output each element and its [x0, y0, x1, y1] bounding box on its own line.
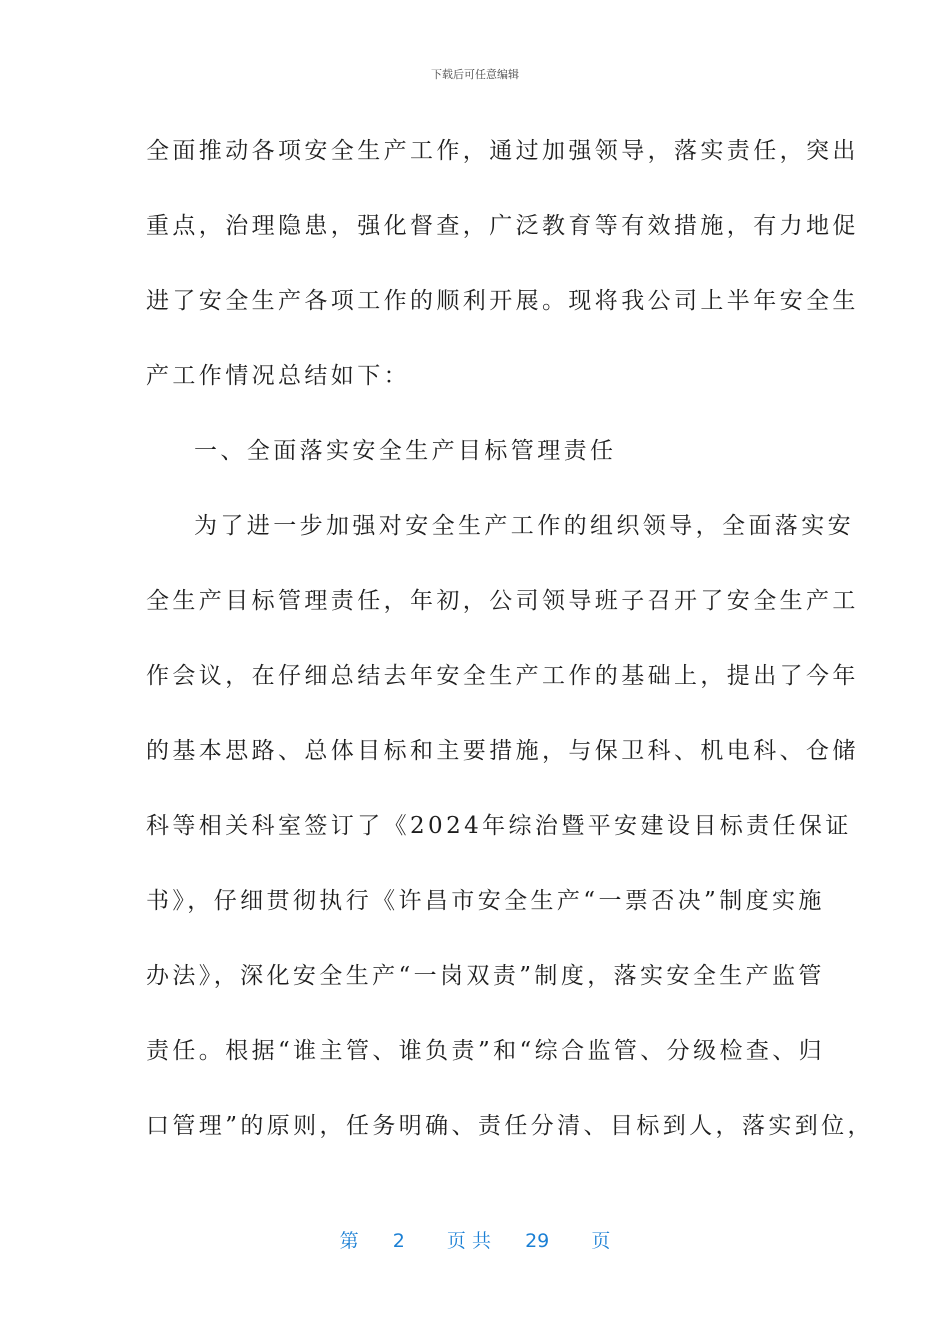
paragraph-line: 产工作情况总结如下：	[146, 363, 410, 389]
paragraph-line: 重点，治理隐患，强化督查，广泛教育等有效措施，有力地促	[146, 213, 859, 239]
section-heading: 一、全面落实安全生产目标管理责任	[194, 438, 617, 464]
paragraph-line: 口管理”的原则，任务明确、责任分清、目标到人，落实到位，	[146, 1113, 874, 1139]
paragraph-line: 办法》，深化安全生产“一岗双责”制度，落实安全生产监管	[146, 963, 825, 989]
current-page-number: 2	[392, 1230, 405, 1252]
paragraph-line: 的基本思路、总体目标和主要措施，与保卫科、机电科、仓储	[146, 738, 859, 764]
page-number-footer	[0, 1226, 950, 1253]
footer-middle: 页 共	[446, 1230, 491, 1252]
paragraph-line: 为了进一步加强对安全生产工作的组织领导，全面落实安	[194, 513, 854, 539]
paragraph-line: 科等相关科室签订了《2024年综治暨平安建设目标责任保证	[146, 813, 852, 839]
paragraph-line: 作会议，在仔细总结去年安全生产工作的基础上，提出了今年	[146, 663, 859, 689]
total-pages: 29	[525, 1230, 550, 1252]
paragraph-line: 全面推动各项安全生产工作，通过加强领导，落实责任，突出	[146, 138, 859, 164]
footer-suffix: 页	[591, 1230, 611, 1252]
paragraph-line: 书》，仔细贯彻执行《许昌市安全生产“一票否决”制度实施	[146, 888, 825, 914]
paragraph-line: 全生产目标管理责任，年初，公司领导班子召开了安全生产工	[146, 588, 859, 614]
paragraph-line: 责任。根据“谁主管、谁负责”和“综合监管、分级检查、归	[146, 1038, 826, 1064]
footer-prefix: 第	[339, 1230, 359, 1252]
page-header-note: 下载后可任意编辑	[431, 68, 519, 81]
paragraph-line: 进了安全生产各项工作的顺利开展。现将我公司上半年安全生	[146, 288, 859, 314]
